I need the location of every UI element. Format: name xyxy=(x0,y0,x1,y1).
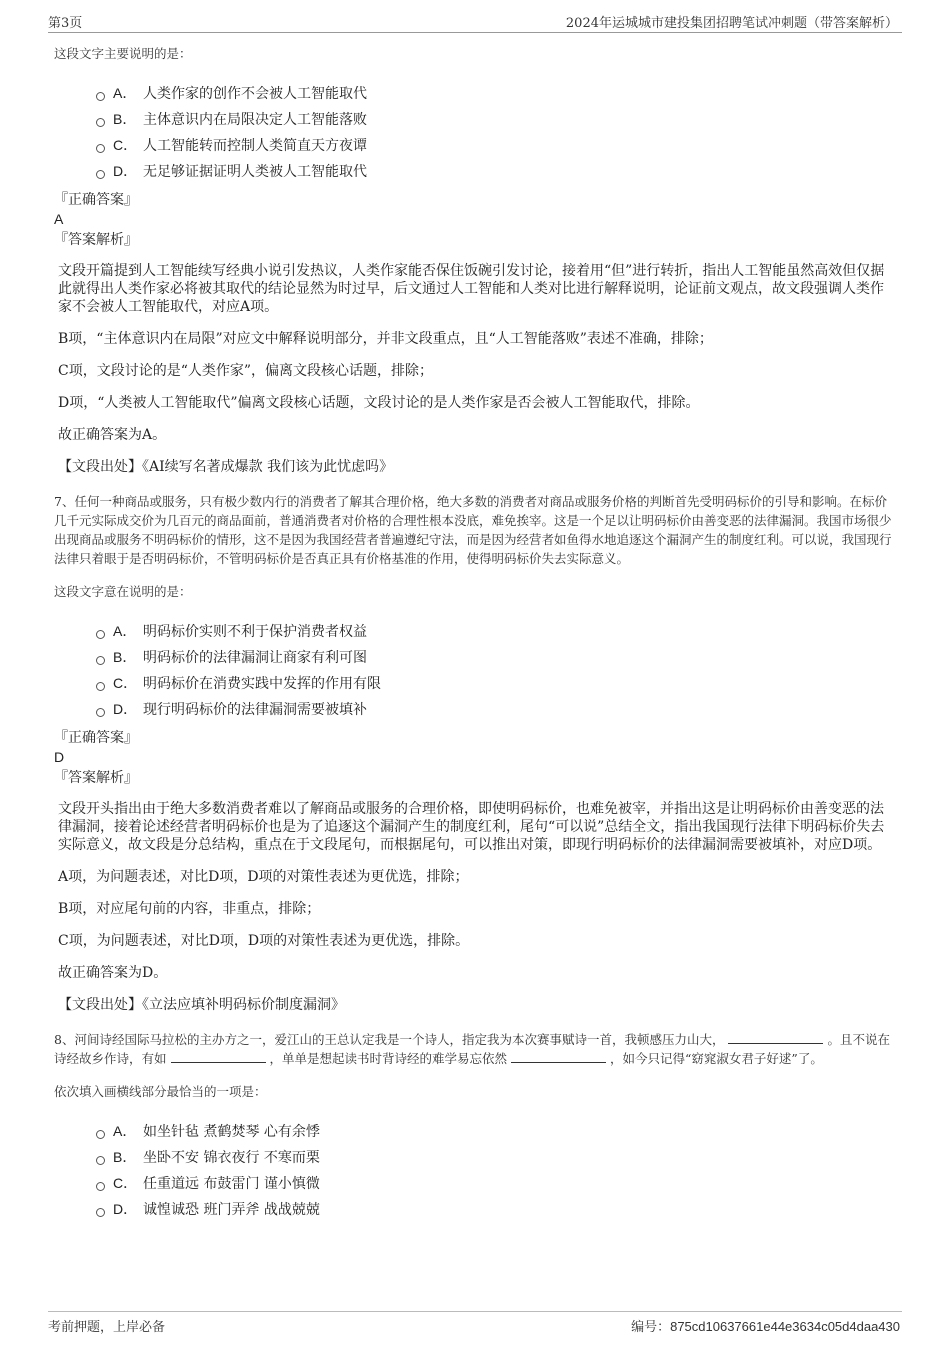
q6-option-b[interactable] xyxy=(96,106,894,132)
radio-icon[interactable] xyxy=(96,1130,105,1139)
q8-option-a[interactable] xyxy=(96,1118,894,1144)
q8-text-part: 。且不说在诗经故乡作诗，有如 xyxy=(54,1032,890,1066)
q7-analysis-4: C项，为问题表述，对比D项，D项的对策性表述为更优选，排除。 xyxy=(58,933,470,949)
footer-slogan: 考前押题，上岸必备 xyxy=(48,1320,166,1335)
q7-option-a[interactable] xyxy=(96,618,894,644)
radio-icon[interactable] xyxy=(96,1182,105,1191)
option-letter: D． xyxy=(113,163,138,179)
q6-source: 【文段出处】《AI续写名著成爆款 我们该为此忧虑吗》 xyxy=(58,459,394,475)
q6-options xyxy=(96,80,894,184)
q7-answer: D xyxy=(54,749,65,765)
q6-analysis-4: D项，“人类被人工智能取代”偏离文段核心话题，文段讨论的是人类作家是否会被人工智能取代，排除。 xyxy=(58,395,700,411)
q8-question xyxy=(54,1030,894,1068)
option-letter: B． xyxy=(113,649,137,665)
option-letter: D． xyxy=(113,1201,138,1217)
option-text: 任重道远 布鼓雷门 谨小慎微 xyxy=(143,1176,320,1192)
q8-option-b[interactable] xyxy=(96,1144,894,1170)
q6-answer: A xyxy=(54,211,64,227)
q6-option-d[interactable] xyxy=(96,158,894,184)
q6-option-a[interactable] xyxy=(96,80,894,106)
q8-text-part: ，如今只记得“窈窕淑女君子好逑”了。 xyxy=(610,1051,823,1066)
q6-analysis-3: C项，文段讨论的是“人类作家”，偏离文段核心话题，排除； xyxy=(58,363,434,379)
q8-option-c[interactable] xyxy=(96,1170,894,1196)
option-text: 明码标价实则不利于保护消费者权益 xyxy=(143,624,367,640)
q7-option-d[interactable] xyxy=(96,696,894,722)
option-text: 人工智能转而控制人类简直天方夜谭 xyxy=(143,138,367,154)
option-text: 明码标价的法律漏洞让商家有利可图 xyxy=(143,650,367,666)
radio-icon[interactable] xyxy=(96,170,105,179)
option-letter: C． xyxy=(113,675,138,691)
option-text: 明码标价在消费实践中发挥的作用有限 xyxy=(143,676,381,692)
q7-analysis-1: 文段开头指出由于绝大多数消费者难以了解商品或服务的合理价格，即使明码标价，也难免被宰，并指出这是让明码标价由善变恶的法律漏洞，接着论述经营者明码标价也是为了追逐这个漏洞产生的制度红利，尾句“可以说”总结全文，指出我国现行法律下明码标价失去实际意义，故文段是分总结构，重点在于文段尾句，而根据尾句，可以推出对策，即现行明码标价的法律漏洞需要被填补，对应D项。 xyxy=(58,801,885,853)
option-text: 无足够证据证明人类被人工智能取代 xyxy=(143,164,367,180)
q6-analysis-5: 故正确答案为A。 xyxy=(58,427,167,443)
q7-analysis-3: B项，对应尾句前的内容，非重点，排除； xyxy=(58,901,321,917)
page-header xyxy=(48,10,902,33)
option-letter: C． xyxy=(113,137,138,153)
option-letter: A． xyxy=(113,1123,137,1139)
option-letter: A． xyxy=(113,85,137,101)
q7-analysis-5: 故正确答案为D。 xyxy=(58,965,168,981)
option-text: 主体意识内在局限决定人工智能落败 xyxy=(143,112,367,128)
fill-blank xyxy=(728,1031,823,1044)
page-content xyxy=(54,44,894,1222)
document-id: 编号：875cd10637661e44e3634c05d4daa430 xyxy=(631,1319,900,1334)
q8-text-part: 8、河间诗经国际马拉松的主办方之一，爱江山的王总认定我是一个诗人，指定我为本次赛事赋诗一首，我顿感压力山大， xyxy=(54,1032,725,1047)
q7-question: 7、任何一种商品或服务，只有极少数内行的消费者了解其合理价格，绝大多数的消费者对商品或服务价格的判断首先受明码标价的引导和影响。在标价几千元实际成交价为几百元的商品面前，普通消费者对价格的合理性根本没底，难免挨宰。这是一个足以让明码标价由善变恶的法律漏洞。我国市场很少出现商品或服务不明码标价的情形，这不是因为我国经营者普遍遵纪守法，而是因为经营者如鱼得水地追逐这个漏洞产生的制度红利。可以说，我国现行法律只着眼于是否明码标价，不管明码标价是否真正具有价格基准的作用，使得明码标价失去实际意义。 xyxy=(54,494,892,566)
option-text: 坐卧不安 锦衣夜行 不寒而栗 xyxy=(143,1150,320,1166)
radio-icon[interactable] xyxy=(96,630,105,639)
option-letter: B． xyxy=(113,1149,137,1165)
option-letter: B． xyxy=(113,111,137,127)
radio-icon[interactable] xyxy=(96,144,105,153)
document-title: 2024年运城城市建投集团招聘笔试冲刺题（带答案解析） xyxy=(565,16,898,31)
option-letter: A． xyxy=(113,623,137,639)
option-text: 人类作家的创作不会被人工智能取代 xyxy=(143,86,367,102)
radio-icon[interactable] xyxy=(96,92,105,101)
radio-icon[interactable] xyxy=(96,682,105,691)
q7-source: 【文段出处】《立法应填补明码标价制度漏洞》 xyxy=(58,997,345,1013)
q6-answer-label: 『正确答案』 xyxy=(54,192,138,208)
q7-option-c[interactable] xyxy=(96,670,894,696)
q8-prompt: 依次填入画横线部分最恰当的一项是： xyxy=(54,1084,267,1099)
radio-icon[interactable] xyxy=(96,656,105,665)
option-text: 诚惶诚恐 班门弄斧 战战兢兢 xyxy=(143,1202,320,1218)
radio-icon[interactable] xyxy=(96,118,105,127)
q7-answer-label: 『正确答案』 xyxy=(54,730,138,746)
q7-option-b[interactable] xyxy=(96,644,894,670)
fill-blank xyxy=(171,1050,266,1063)
q7-prompt: 这段文字意在说明的是： xyxy=(54,584,192,599)
option-letter: C． xyxy=(113,1175,138,1191)
q6-analysis-1: 文段开篇提到人工智能续写经典小说引发热议，人类作家能否保住饭碗引发讨论，接着用“但”进行转折，指出人工智能虽然高效但仅据此就得出人类作家必将被其取代的结论显然为时过早，后文通过人工智能和人类对比进行解释说明，论证前文观点，故文段强调人类作家不会被人工智能取代，对应A项。 xyxy=(58,263,885,315)
radio-icon[interactable] xyxy=(96,708,105,717)
q7-options xyxy=(96,618,894,722)
option-text: 如坐针毡 煮鹤焚琴 心有余悸 xyxy=(143,1124,320,1140)
page-footer xyxy=(48,1311,902,1336)
q7-analysis-label: 『答案解析』 xyxy=(54,770,138,786)
q8-options xyxy=(96,1118,894,1222)
q6-analysis-label: 『答案解析』 xyxy=(54,232,138,248)
page-number: 第3页 xyxy=(48,16,83,31)
radio-icon[interactable] xyxy=(96,1156,105,1165)
radio-icon[interactable] xyxy=(96,1208,105,1217)
option-text: 现行明码标价的法律漏洞需要被填补 xyxy=(143,702,367,718)
q8-text-part: ，单单是想起读书时背诗经的难学易忘依然 xyxy=(269,1051,508,1066)
fill-blank xyxy=(511,1050,606,1063)
q8-option-d[interactable] xyxy=(96,1196,894,1222)
option-letter: D． xyxy=(113,701,138,717)
q6-prompt: 这段文字主要说明的是： xyxy=(54,46,192,61)
q6-analysis-2: B项，“主体意识内在局限”对应文中解释说明部分，并非文段重点，且“人工智能落败”表述不准确，排除； xyxy=(58,331,713,347)
q7-analysis-2: A项，为问题表述，对比D项，D项的对策性表述为更优选，排除； xyxy=(58,869,469,885)
q6-option-c[interactable] xyxy=(96,132,894,158)
